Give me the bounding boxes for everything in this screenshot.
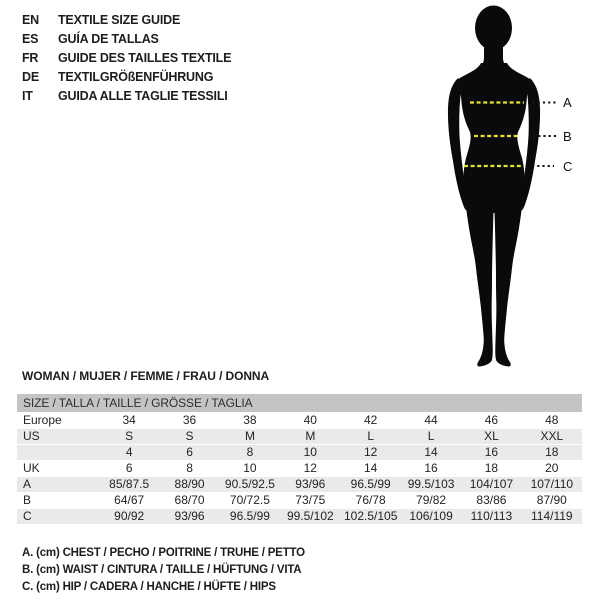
size-cell: L	[427, 429, 435, 443]
size-cell: 64/67	[114, 493, 145, 507]
size-cell: 107/110	[530, 477, 574, 491]
size-cell: 70/72.5	[229, 493, 270, 507]
size-cell: 4	[125, 445, 133, 459]
size-cell: 46	[484, 413, 499, 427]
size-cell: 90/92	[114, 509, 145, 523]
size-cell: 88/90	[174, 477, 205, 491]
row-label: B	[23, 493, 32, 507]
size-table	[17, 394, 582, 524]
size-cell: 93/96	[295, 477, 326, 491]
marker-label-c: C	[563, 159, 573, 174]
size-cell: M	[244, 429, 255, 443]
size-cell: 8	[186, 461, 193, 475]
size-cell: 14	[424, 445, 438, 459]
language-row	[22, 68, 231, 87]
size-cell: 96.5/99	[350, 477, 391, 491]
size-cell: 79/82	[416, 493, 447, 507]
size-cell: 16	[484, 445, 499, 459]
row-label: Europe	[23, 413, 62, 427]
table-row	[17, 412, 582, 428]
language-row	[22, 11, 231, 30]
legend-line: C. (cm) HIP / CADERA / HANCHE / HÜFTE / HIPS	[22, 581, 276, 593]
size-cell: XXL	[540, 429, 564, 443]
size-cell: 83/86	[476, 493, 507, 507]
language-text: GUIDE DES TAILLES TEXTILE	[58, 51, 232, 65]
size-cell: 114/119	[531, 509, 573, 523]
language-code: EN	[22, 13, 39, 27]
legend-line: A. (cm) CHEST / PECHO / POITRINE / TRUHE / PETTO	[22, 547, 305, 559]
language-row	[22, 87, 231, 106]
size-cell: 90.5/92.5	[224, 477, 275, 491]
row-label: US	[23, 429, 40, 443]
size-cell: 36	[182, 413, 197, 427]
language-title-block	[22, 11, 231, 106]
table-row	[17, 428, 582, 444]
row-label: C	[23, 509, 32, 523]
language-text: TEXTILGRÖßENFÜHRUNG	[58, 70, 214, 84]
size-cell: 34	[122, 413, 136, 427]
marker-label-a: A	[563, 95, 572, 110]
size-cell: 40	[303, 413, 317, 427]
language-row	[22, 49, 231, 68]
silhouette-right-leg	[494, 172, 524, 367]
size-cell: S	[125, 429, 134, 443]
language-text: GUIDA ALLE TAGLIE TESSILI	[58, 89, 228, 103]
size-cell: 87/90	[536, 493, 567, 507]
size-cell: S	[185, 429, 194, 443]
size-cell: L	[367, 429, 375, 443]
size-cell: 12	[364, 445, 378, 459]
size-cell: 12	[303, 461, 317, 475]
size-cell: 14	[364, 461, 378, 475]
row-label: UK	[23, 461, 40, 475]
table-row	[17, 508, 582, 524]
size-cell: 44	[424, 413, 438, 427]
measurement-legend	[22, 545, 305, 596]
marker-label-b: B	[563, 129, 572, 144]
size-cell: 18	[484, 461, 499, 475]
row-label: A	[23, 477, 32, 491]
size-cell: 99.5/103	[407, 477, 455, 491]
table-body	[17, 412, 582, 524]
size-cell: 6	[186, 445, 193, 459]
size-cell: XL	[484, 429, 499, 443]
size-cell: 16	[424, 461, 438, 475]
language-row	[22, 30, 231, 49]
silhouette-left-leg	[464, 172, 494, 367]
table-header: SIZE / TALLA / TAILLE / GRÖSSE / TAGLIA	[17, 394, 582, 412]
table-row	[17, 476, 582, 492]
size-cell: 8	[246, 445, 254, 459]
size-cell: 10	[243, 461, 257, 475]
language-code: DE	[22, 70, 39, 84]
size-cell: 102.5/105	[343, 509, 398, 523]
language-text: GUÍA DE TALLAS	[58, 32, 159, 46]
size-cell: 73/75	[295, 493, 326, 507]
row-label	[17, 444, 99, 460]
legend-line: B. (cm) WAIST / CINTURA / TAILLE / HÜFTUNG / VITA	[22, 564, 302, 576]
size-cell: 42	[364, 413, 378, 427]
language-code: FR	[22, 51, 39, 65]
size-cell: 104/107	[469, 477, 514, 491]
woman-silhouette	[420, 0, 600, 380]
size-cell: 10	[303, 445, 317, 459]
size-cell: 76/78	[355, 493, 386, 507]
size-cell: 110/113	[470, 509, 513, 523]
size-cell: 99.5/102	[286, 509, 334, 523]
size-cell: M	[305, 429, 316, 443]
language-code: ES	[22, 32, 39, 46]
size-cell: 48	[545, 413, 559, 427]
table-row	[17, 444, 582, 460]
table-row	[17, 460, 582, 476]
language-code: IT	[22, 89, 33, 103]
size-cell: 93/96	[174, 509, 205, 523]
size-cell: 38	[243, 413, 257, 427]
size-cell: 96.5/99	[229, 509, 270, 523]
size-cell: 18	[545, 445, 559, 459]
size-cell: 20	[545, 461, 559, 475]
size-cell: 106/109	[409, 509, 453, 523]
size-cell: 6	[125, 461, 133, 475]
size-cell: 85/87.5	[109, 477, 150, 491]
size-cell: 68/70	[174, 493, 205, 507]
section-title: WOMAN / MUJER / FEMME / FRAU / DONNA	[22, 369, 270, 383]
language-text: TEXTILE SIZE GUIDE	[58, 13, 181, 27]
table-row	[17, 492, 582, 508]
